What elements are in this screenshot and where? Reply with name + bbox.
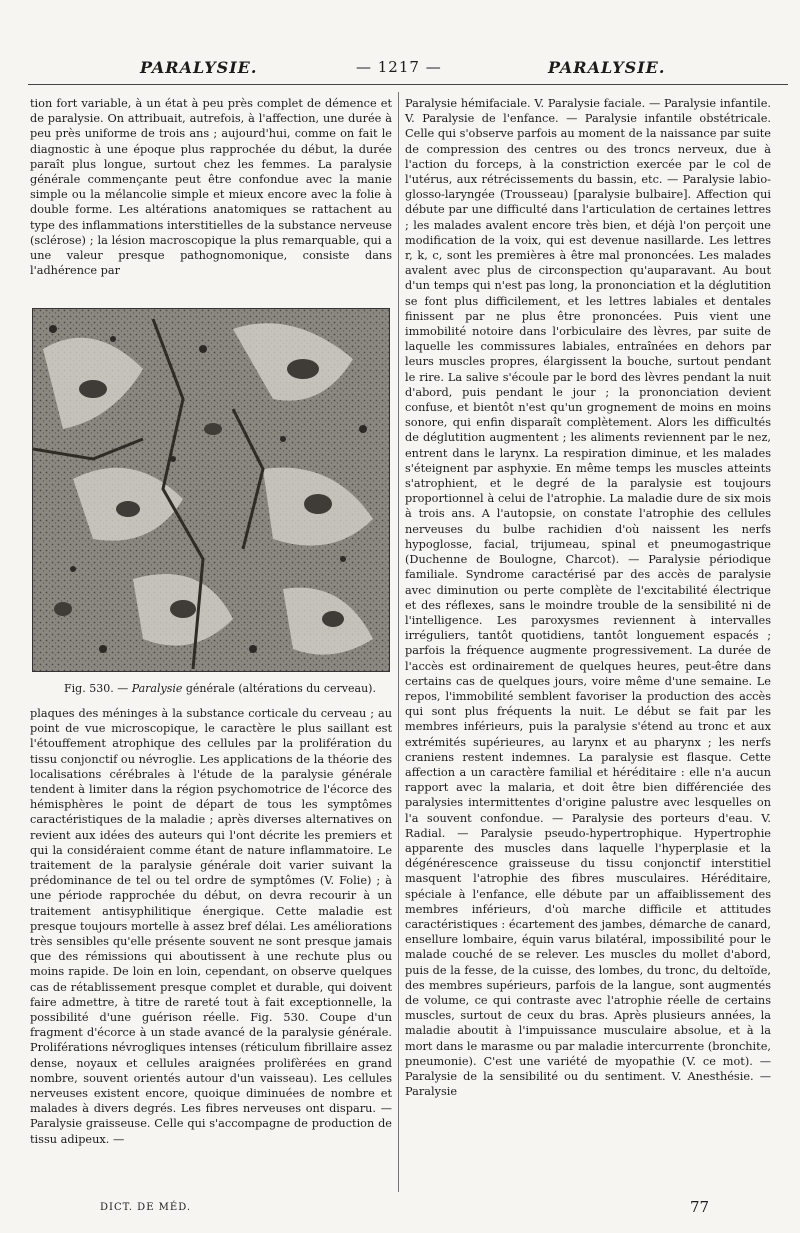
- paragraph: Paralysie hémifaciale. V. Paralysie faciale. — Paralysie infantile. V. Paralysie de l'enfance. — Paralysie infantile obstétricale. Celle qui s'observe parfois au moment de la naissance par suite de compression des centres ou des troncs nerveux, due à l'action du forceps, à la constriction exercée par le col de l'utérus, aux rétrécissements du bassin, etc. — Paralysie labio-glosso-laryngée (Trousseau) [paralysie bulbaire]. Affection qui débute par une difficulté dans l'articulation de certaines lettres ; les malades avalent encore très bien, et déjà l'on perçoit une modification de la voix, qui est devenue nasillarde. Les lettres r, k, c, sont les premières à être mal prononcées. Les malades avalent avec plus de circonspection qu'auparavant. Au bout d'un temps qui n'est pas long, la prononciation et la déglutition se font plus difficilement, et les lettres labiales et dentales finissent par ne plus être prononcées. Puis vient une immobilité notoire dans l'orbiculaire des lèvres, par suite de laquelle les commissures labiales, entraînées en dehors par leurs muscles propres, élargissent la bouche, surtout pendant le rire. La salive s'écoule par le bord des lèvres pendant la nuit d'abord, puis pendant le jour ; la prononciation devient confuse, et bientôt n'est qu'un grognement de moins en moins sonore, qui enfin disparaît complètement. Alors les difficultés de déglutition augmentent ; les aliments reviennent par le nez, entrent dans le larynx. La respiration diminue, et les malades s'éteignent par asphyxie. En même temps les muscles atteints s'atrophient, et le degré de la paralysie est toujours proportionnel à celui de l'atrophie. La maladie dure de six mois à trois ans. A l'autopsie, on constate l'atrophie des cellules nerveuses du bulbe rachidien d'où naissent les nerfs hypoglosse, facial, trijumeau, spinal et pneumogastrique (Duchenne de Boulogne, Charcot). — Paralysie périodique familiale. Syndrome caractérisé par des accès de paralysie avec diminution ou perte complète de l'excitabilité électrique et des réflexes, sans le moindre trouble de la sensibilité ni de l'intelligence. Les paroxysmes reviennent à intervalles irréguliers, tantôt quotidiens, tantôt longuement espacés ; parfois la fréquence augmente progressivement. La durée de l'accès est ordinairement de quelques heures, peut-être dans certains cas de quelques jours, voire même d'une semaine. Le repos, l'immobilité semblent favoriser la production des accès qui sont plus fréquents la nuit. Le début se fait par les membres inférieurs, puis la paralysie s'étend au tronc et aux extrémités supérieures, au larynx et au pharynx ; les nerfs craniens restent indemnes. La paralysie est flasque. Cette affection a un caractère familial et héréditaire : elle n'a aucun rapport avec la malaria, et doit être bien différenciée des paralysies intermittentes d'origine palustre avec lesquelles on l'a souvent confondue. — Paralysie des porteurs d'eau. V. Radial. — Paralysie pseudo-hypertrophique. Hypertrophie apparente des muscles dans laquelle l'hyperplasie et la dégénérescence graisseuse du tissu conjonctif interstitiel masquent l'atrophie des fibres musculaires. Héréditaire, spéciale à l'enfance, elle débute par un affaiblissement des membres inférieurs, d'où marche difficile et attitudes caractéristiques : écartement des jambes, démarche de canard, ensellure lombaire, équin varus bilatéral, impossibilité pour le malade couché de se relever. Les muscles du mollet d'abord, puis de la fesse, de la cuisse, des lombes, du tronc, du deltoïde, des membres supérieurs, parfois de la langue, sont augmentés de volume, ce qui contraste avec l'atrophie réelle de certains muscles, surtout de ceux du bras. Après plusieurs années, la maladie aboutit à l'impuissance musculaire absolue, et à la mort dans le marasme ou par maladie intercurrente (bronchite, pneumonie). C'est une variété de myopathie (V. ce mot). — Paralysie de la sensibilité ou du sentiment. V. Anesthésie. — Paralysie: [405, 97, 771, 1099]
- header-rule: [28, 84, 788, 85]
- running-header-left: PARALYSIE.: [140, 58, 258, 77]
- micrograph-illustration: [33, 309, 389, 671]
- page-number-header: — 1217 —: [356, 58, 442, 76]
- left-column-bottom-text: [30, 706, 392, 1147]
- paragraph: plaques des méninges à la substance corticale du cerveau ; au point de vue microscopique, le caractère le plus saillant est l'étouffement atrophique des cellules par la prolifération du tissu conjonctif ou névroglie. Les applications de la théorie des localisations cérébrales à l'étude de la paralysie générale tendent à limiter dans la région psychomotrice de l'écorce des hémisphères le point de départ de tous les symptômes caractéristiques de la maladie ; après diverses alternatives on revient aux idées des auteurs qui l'ont décrite les premiers et qui la considéraient comme étant de nature inflammatoire. Le traitement de la paralysie générale doit varier suivant la prédominance de tel ou tel ordre de symptômes (V. Folie) ; à une période rapprochée du début, on devra recourir à un traitement antisyphilitique énergique. Cette maladie est presque toujours mortelle à assez bref délai. Les améliorations très sensibles qu'elle présente souvent ne sont presque jamais que des rémissions qui aboutissent à une rechute plus ou moins rapide. De loin en loin, cependant, on observe quelques cas de rétablissement presque complet et durable, qui doivent faire admettre, à titre de rareté tout à fait exceptionnelle, la possibilité d'une guérison réelle. Fig. 530. Coupe d'un fragment d'écorce à un stade avancé de la paralysie générale. Proliférations névrogliques intenses (réticulum fibrillaire assez dense, noyaux et cellules araignées prolifèrées en grand nombre, souvent orientés autour d'un vaisseau). Les cellules nerveuses existent encore, quoique diminuées de nombre et malades à divers degrés. Les fibres nerveuses ont disparu. — Paralysie graisseuse. Celle qui s'accompagne de production de tissu adipeux. —: [30, 707, 392, 1146]
- footer-dictionary-label: DICT. DE MÉD.: [100, 1202, 192, 1213]
- figure-caption: Fig. 530. — Paralysie générale (altérations du cerveau).: [64, 682, 376, 695]
- left-column-top-text: [30, 96, 392, 278]
- running-header-right: PARALYSIE.: [548, 58, 666, 77]
- figure-530-micrograph: [32, 308, 390, 672]
- right-column-text: [405, 96, 771, 1099]
- column-divider: [398, 92, 399, 1192]
- paragraph: tion fort variable, à un état à peu près complet de démence et de paralysie. On attribuait, autrefois, à l'affection, une durée à peu près uniforme de trois ans ; aujourd'hui, comme on fait le diagnostic à une époque plus rapprochée du début, la durée paraît plus longue, surtout chez les femmes. La paralysie générale commençante peut être confondue avec la manie simple ou la mélancolie simple et mieux encore avec la folie à double forme. Les altérations anatomiques se rattachent au type des inflammations interstitielles de la substance nerveuse (sclérose) ; la lésion macroscopique la plus remarquable, qui a une valeur presque pathognomonique, consiste dans l'adhérence par: [30, 97, 392, 278]
- footer-signature-number: 77: [690, 1198, 710, 1216]
